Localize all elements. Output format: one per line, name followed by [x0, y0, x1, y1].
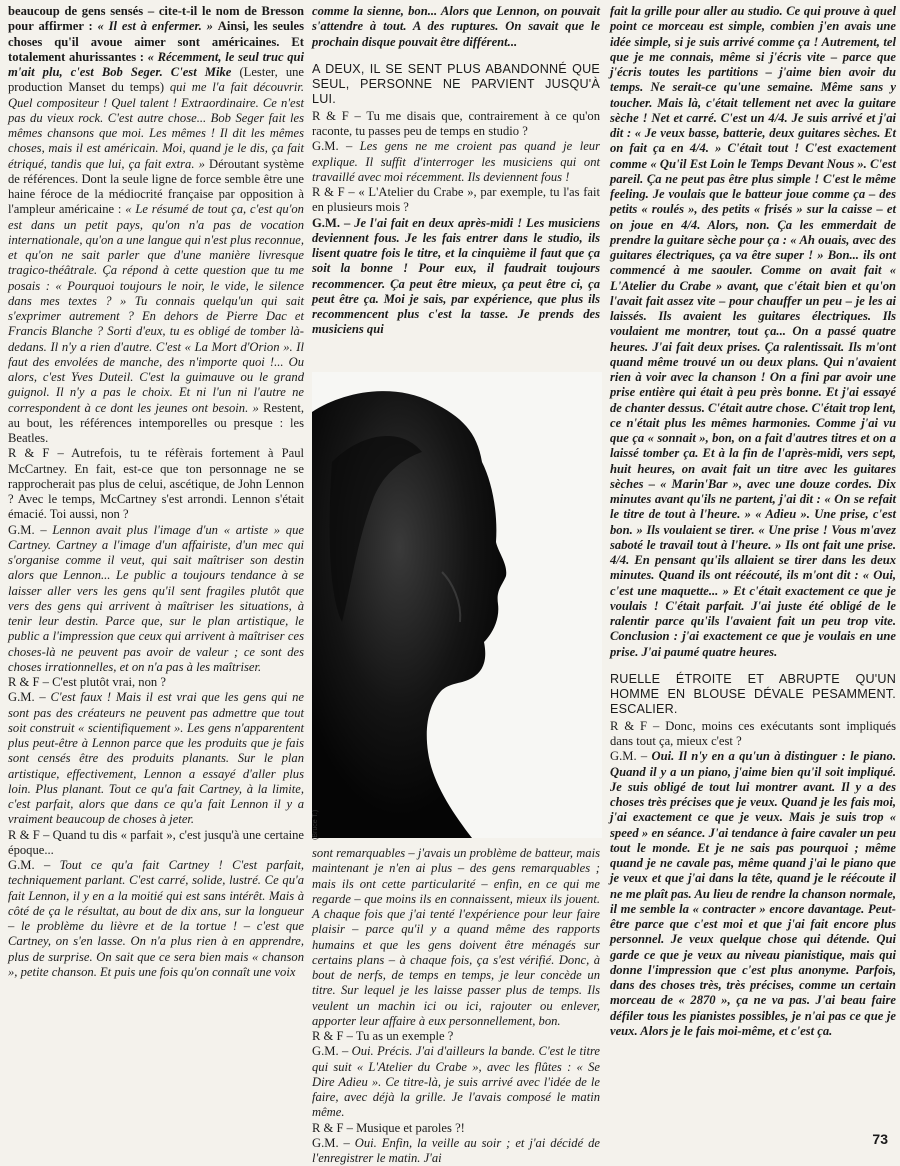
text-run: C'est faux ! Mais il est vrai que les gens qui ne sont pas des créateurs ne peuvent pas admettre que tout soit construit « scientifiquement ». Les gens n'apparentent plus peut-être à Lennon parce que les produits que je fais sont censés être des produits planants. Sur le plan artistique, effectivement, Lennon a essayé d'aller plus loin. Plus planant. Tout ce qu'a fait Cartney, à la limite, c'est parfait, alors que dans ce qu'a fait Lennon il y a vraiment beaucoup de choses à jeter.: [8, 690, 304, 827]
text-run: R & F – « L'Atelier du Crabe », par exemple, tu l'as fait en plusieurs mois ?: [312, 185, 600, 215]
text-run: Oui. Précis. J'ai d'ailleurs la bande. C'est le titre qui suit « L'Atelier du Crabe », avec les flûtes : « Se Dire Adieu ». Ce titre-là, je suis arrivé avec l'idée de le faire, avec déjà la grille. Je l'avais composé le matin même.: [312, 1044, 601, 1120]
text-run: Oui. Il n'y en a qu'un à distinguer : le piano. Quand il y a un piano, j'aime bien qu'il soit impliqué. Je suis obligé de tout lui montrer avant. Il y a des choses très précises que je veux. Quand je les fais moi, j'ai exactement ce que je veux. Mais je suis trop « speed » en séance. J'ai tendance à faire cavaler un peu tout le monde. Et je ne sais pas pourquoi ; même quand je ne cavale pas, même quand j'ai le piano que je veux et que j'ai dans la tête, quand je le réécoute il ne me plaît pas. Au lieu de rendre la chanson normale, il me semble la « contracter » encore davantage. Peut-être parce que c'est moi et que j'ai fait encore plus personnel. Je veux quelque chose qui détende. Qui garde ce que je veux au niveau pianistique, mais qui donne l'impression que c'est plus anonyme. Parfois, dans des choses très, très précises, comme un certain morceau de « 2870 », ça ne va pas. J'ai beau faire défiler tous les pianistes possibles, je n'ai pas ce que je veux. Alors je le fais moi-même, et c'est ça.: [610, 749, 896, 1038]
silhouette-portrait-image: [312, 372, 602, 838]
photo-credit: (Bruce T.): [312, 809, 319, 840]
section-heading: A DEUX, IL SE SENT PLUS ABANDONNÉ QUE SEUL, PERSONNE NE PARVIENT JUSQU'À LUI.: [312, 61, 600, 106]
text-run: R & F – Musique et paroles ?!: [312, 1120, 465, 1135]
col2-top-text: [312, 4, 600, 50]
text-run: Restent, au bout, les références intemporelles ou presque : les Beatles.: [8, 400, 304, 445]
text-run: R & F – C'est plutôt vrai, non ?: [8, 675, 166, 689]
text-run: G.M. –: [312, 1135, 355, 1150]
text-run: G.M. –: [610, 749, 652, 764]
text-run: R & F – Donc, moins ces exécutants sont impliqués dans tout ça, mieux c'est ?: [610, 718, 896, 748]
text-run: R & F – Tu as un exemple ?: [312, 1029, 454, 1043]
text-run: comme la sienne, bon... Alors que Lennon, on pouvait s'attendre à tout. A des ruptures. On savait que le prochain disque pouvait être différent...: [312, 4, 600, 49]
text-run: Lennon avait plus l'image d'un « artiste » que Cartney. Cartney a l'image d'un affairiste, d'un mec qui s'organise comme il veut, qui sait maîtriser son destin alors que Lennon... Le public a toujours tendance à se laisser aller vers les gens qu'il sent fragiles plutôt que vers des gens qui arrivent à maîtriser les situations, à tenir leur destin. Parce que, sur le plan artistique, le public a l'impression que ceux qui arrivent à maîtriser ces choses-là ne peuvent pas avoir de valeur ; ce sont des choses irrationnelles, et on n'a pas à les maîtriser.: [8, 522, 304, 674]
paragraph: [610, 719, 896, 1039]
text-run: G.M. –: [312, 215, 355, 230]
page-number: 73: [872, 1131, 888, 1147]
text-run: « Le résumé de tout ça, c'est qu'on est dans un petit pays, qu'on n'a pas de vocation internationale, qu'on a une langue qui n'est plus reconnue, et qu'on ne sait parler que d'une manière livresque tragico-théâtrale. Ça répond à cette question que tu me posais : « Pourquoi toujours le noir, le vide, le silence dans mes textes ? » Tu connais quelqu'un qui sait s'exprimer autrement ? En dehors de Pierre Dac et Francis Blanche ? Sorti d'eux, tu es obligé de tomber là-dedans. Il n'y a rien d'autre. C'est « La Mort d'Orion ». Il faut des envolées de manche, des n'importe quoi !... Ou alors, c'est Yves Duteil. C'est la guimauve ou le grand guignol. Il n'y a pas le choix. Et ni l'un ni l'autre ne correspondent à ce dont les jeunes ont besoin. »: [8, 202, 304, 415]
col2-bottom-text: [312, 846, 600, 1166]
text-run: G.M. –: [312, 139, 360, 154]
text-run: Oui. Enfin, la veille au soir ; et j'ai décidé de l'enregistrer le matin. J'ai: [312, 1135, 600, 1165]
text-run: qui me l'a fait découvrir. Quel compositeur ! Quel talent ! Extraordinaire. Ce n'est pas du vieux rock. C'est autre chose... Bob Seger fait les mêmes chansons que moi. Les mêmes ! Il dit les mêmes choses, mais il est américain. Moi, quand je le dis, ça fait étriqué, tandis que lui, ça fait extra. »: [8, 80, 304, 171]
text-run: sont remarquables – j'avais un problème de batteur, mais maintenant je n'en ai plus – des gens remarquables ; mais ils ont cette particularité – enfin, en ce qui me regarde – que moins ils en connaissent, mieux ils jouent. A chaque fois que j'ai tenté l'expérience pour leur faire plaisir – parce qu'il y a quand même des rapports humains et que les gens doivent être ménagés sur certains plans – à chaque fois, ça s'est vérifié. Donc, à bout de nerfs, de temps en temps, je leur concède un titre. Sur lequel je les laisse passer plus de temps. Ils veulent un machin ici ou ici, rajouter ou enlever, apporter leur affaire à eux personnellement, bon.: [312, 846, 600, 1028]
text-run: Tout ce qu'a fait Cartney ! C'est parfait, techniquement parlant. C'est carré, solide, lustré. Ce qu'a fait Lennon, il y en a la moitié qui est sans intérêt. Mais à côté de ça le résultat, au bout de dix ans, sur la longueur – le problème du lièvre et de la tortue ! – c'est que Cartney, on s'en lasse. On n'a plus rien à en apprendre, plus de surprise. On sait que ce sera bien mais « chanson », petite chanson. Et puis une fois qu'on connaît une voix: [8, 858, 304, 979]
col1-text: [8, 4, 304, 980]
text-run: Les gens ne me croient pas quand je leur explique. Il suffit d'interroger les musiciens qui ont travaillé avec moi récemment. Ils deviennent fous !: [312, 139, 600, 184]
text-run: « Il est à enfermer. »: [97, 19, 218, 34]
text-run: fait la grille pour aller au studio. Ce qui prouve à quel point ce morceau est simple, combien j'en avais une idée simple, si je suis arrivé comme ça ! Autrement, tel que je me connais, même si j'écris vite – parce que j'écris toutes les partitions – j'aime bien avoir du temps. Ne serait-ce qu'une semaine. Même sans y toucher. Mais là, c'était tellement net avec la guitare sèche ! Net et carré. C'est un 4/4. Je suis arrivé et j'ai dit : « Je veux basse, batterie, deux guitares sèches. Et on fait ça en 4/4. » C'était tout ! C'est exactement comme « Qu'il Est Loin le Temps Devant Nous ». C'est pareil. Ça ne peut pas être plus simple ! C'est le même feeling. Je voulais que le batteur joue comme ça – des petits « roulés », des petits « frisés » sur la caisse – et on joue en 4/4. Alors, non. Ça les emmerdait de prendre la guitare sèche pour ça : « Ah ouais, avec des guitares électriques, ça va être super ! » Bon... ils ont commencé à me saouler. Comme on avait fait « L'Atelier du Crabe » avant, que c'était bien et qu'on l'avait fait assez vite – pour chauffer un peu – je les ai laissés. Ils avaient les guitares électriques. Ils voulaient me montrer, tout ça... On a passé quatre heures. J'ai fait deux prises. Ça ralentissait. Ils m'ont quand même trouvé un ou deux plans. Qui n'avaient rien à voir avec la chanson ! On a fini par avoir une prise entière qui était à peu près bonne. Et j'ai essayé de chanter dessus. C'était autre chose. C'était trop lent, ce n'était plus les mêmes harmonies. Comme j'ai vu que ça « sonnait », bon, on a fait d'autres titres et on a laissé tomber ça. Et à la fin de l'après-midi, vers sept, huit heures, on avait fait un titre avec les guitares sèches – « Marin'Bar », avec une douze cordes. Dix minutes avant qu'ils ne partent, j'ai dit : « On se refait le titre de tout à l'heure. » « Adieu ». Une prise, c'est bon. » Ils voulaient se tirer. « Une prise ! Vous m'avez saboté le travail tout à l'heure. » Ils ont fait une prise. 4/4. En pensant qu'ils allaient se tirer dans les deux minutes. Quand ils ont réécouté, ils m'ont dit : « Oui, c'est une maquette... » Et c'était exactement ce que je voulais ! C'était parfait. J'ai juste été obligé de le ralentir parce qu'ils l'avaient fait un peu trop vite. Conclusion : j'ai exactement ce que je voulais en une prise. J'ai paumé quatre heures.: [610, 4, 896, 659]
text-run: G.M. –: [8, 858, 60, 872]
text-run: (Lester, une production Manset du temps): [8, 65, 304, 95]
col3-text: [610, 4, 896, 660]
text-run: R & F – Autrefois, tu te réfèrais fortement à Paul McCartney. En fait, est-ce que ton personnage ne se rapprocherait pas plus de celui, ascétique, de John Lennon ? Avec le temps, McCartney s'est arrondi. Lennon s'était émacié. Toi aussi, non ?: [8, 446, 304, 522]
text-run: « Récemment, le seul truc qui m'ait plu, c'est Bob Seger. C'est Mike: [8, 49, 304, 79]
text-run: Ainsi, les seules choses qu'il avoue aimer sont américaines. Et totalement ahurissantes :: [8, 19, 304, 64]
article-column-1: [8, 4, 304, 1122]
text-run: G.M. –: [8, 522, 53, 537]
section-heading: RUELLE ÉTROITE ET ABRUPTE QU'UN HOMME EN BLOUSE DÉVALE PESAMMENT. ESCALIER.: [610, 671, 896, 716]
text-run: Déroutant système de références. Dont la seule ligne de force semble être une haine féroce de la médiocrité française par opposition à l'ampleur américaine :: [8, 156, 304, 217]
text-run: G.M. –: [8, 690, 51, 705]
article-column-2-top: [312, 4, 600, 354]
text-run: Je l'ai fait en deux après-midi ! Les musiciens deviennent fous. Je les fais entrer dans le studio, ils lisent quatre fois le titre, et la cinquième il faut que ça soit la bonne ! Pour eux, il faudrait toujours recommencer. Ça peut être mieux, ça peut être ci, ça peut être ça. Moi je sais, par expérience, que plus ils recommencent plus c'est la tasse. Je prends des musiciens qui: [312, 215, 600, 337]
text-run: R & F – Tu me disais que, contrairement à ce qu'on raconte, tu passes peu de temps en studio ?: [312, 108, 600, 138]
text-run: R & F – Quand tu dis « parfait », c'est jusqu'à une certaine époque...: [8, 827, 304, 857]
text-run: G.M. –: [312, 1044, 352, 1059]
text-run: beaucoup de gens sensés – cite-t-il le nom de Bresson pour affirmer :: [8, 4, 304, 34]
article-column-2-bottom: [312, 846, 601, 1165]
portrait-photo: [312, 372, 602, 838]
paragraph: [312, 109, 600, 338]
article-column-3: [610, 4, 896, 1122]
